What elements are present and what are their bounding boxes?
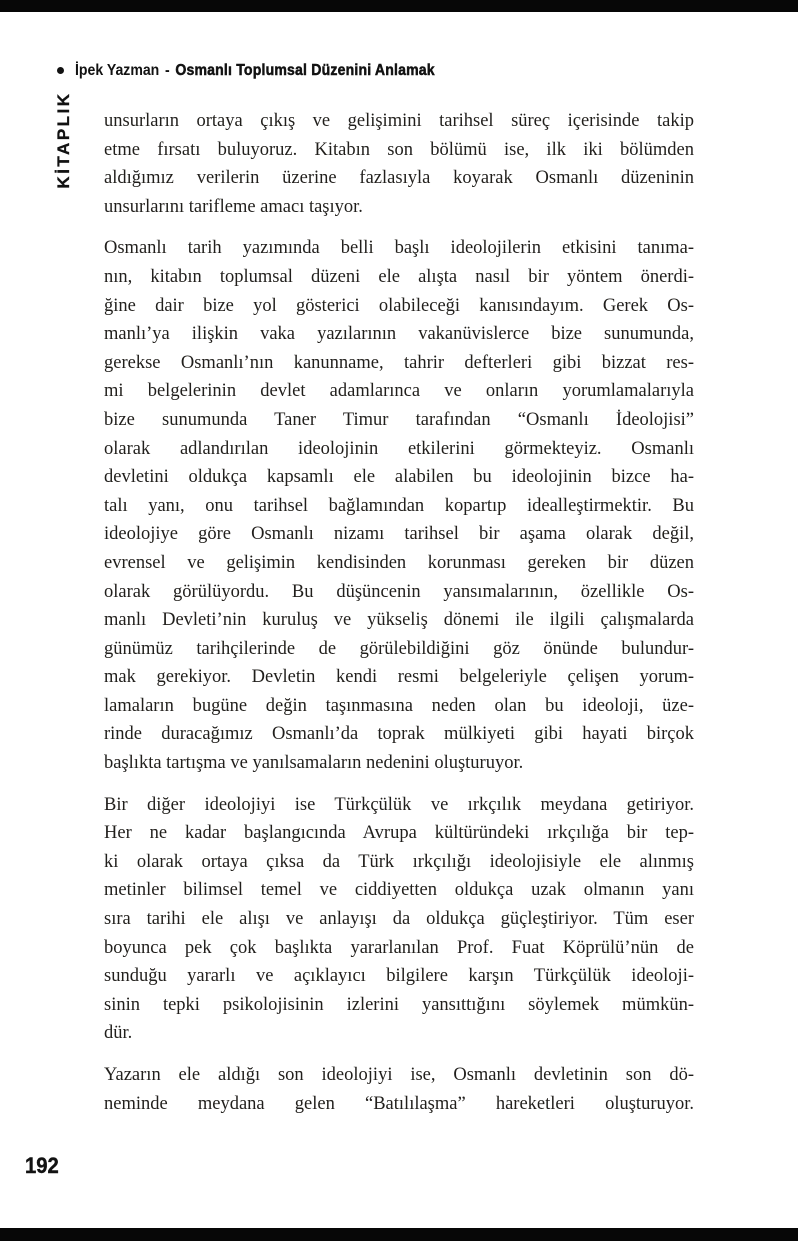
text-line: neminde meydana gelen “Batılılaşma” hareketleri oluşturuyor.: [104, 1093, 694, 1114]
text-line: evrensel ve gelişimin kendisinden korunması gereken bir düzen: [104, 552, 694, 573]
text-line: gerekse Osmanlı’nın kanunname, tahrir defterleri gibi bizzat res-: [104, 352, 694, 373]
header-text: [75, 62, 435, 80]
text-line: Osmanlı tarih yazımında belli başlı ideolojilerin etkisini tanıma-: [104, 238, 694, 259]
page-number: 192: [25, 1153, 59, 1178]
text-line: başlıkta tartışma ve yanılsamaların nedenini oluşturuyor.: [104, 753, 524, 774]
text-line: olarak adlandırılan ideolojinin etkilerini görmekteyiz. Osmanlı: [104, 438, 694, 459]
running-header: [57, 62, 484, 80]
text-line: mak gerekiyor. Devletin kendi resmi belgeleriyle çelişen yorum-: [104, 667, 694, 688]
header-author: İpek Yazman: [75, 62, 160, 79]
text-line: devletini oldukça kapsamlı ele alabilen bu ideolojinin bizce ha-: [104, 467, 694, 488]
sidebar-label-text: KİTAPLIK: [54, 91, 73, 189]
text-line: boyunca pek çok başlıkta yararlanılan Prof. Fuat Köprülü’nün de: [104, 937, 694, 958]
page-body: [104, 107, 694, 1131]
text-line: sunduğu yararlı ve açıklayıcı bilgilere karşın Türkçülük ideoloji-: [104, 966, 694, 987]
text-line: etme fırsatı buluyoruz. Kitabın son bölümü ise, ilk iki bölümden: [104, 139, 694, 160]
paragraph: [104, 791, 694, 1048]
text-line: metinler bilimsel temel ve ciddiyetten oldukça uzak olmanın yanı: [104, 880, 694, 901]
text-line: sinin tepki psikolojisinin izlerini yansıttığını söylemek mümkün-: [104, 994, 694, 1015]
header-book-title: Osmanlı Toplumsal Düzenini Anlamak: [175, 62, 435, 79]
paragraph: [104, 234, 694, 777]
text-line: manlı Devleti’nin kuruluş ve yükseliş dönemi ile ilgili çalışmalarda: [104, 610, 694, 631]
text-line: lamaların bugüne değin taşınmasına neden olan bu ideoloji, üze-: [104, 695, 694, 716]
text-line: aldığımız verilerin üzerine fazlasıyla koyarak Osmanlı düzeninin: [104, 168, 694, 189]
text-line: rinde duracağımız Osmanlı’da toprak mülkiyeti gibi hayati birçok: [104, 724, 694, 745]
bullet-icon: [57, 67, 64, 74]
bottom-edge-bar: [0, 1228, 798, 1241]
text-line: Her ne kadar başlangıcında Avrupa kültüründeki ırkçılığa bir tep-: [104, 823, 694, 844]
paragraph: [104, 107, 694, 221]
text-line: dür.: [104, 1023, 133, 1044]
header-separator: [159, 62, 175, 79]
text-line: ki olarak ortaya çıksa da Türk ırkçılığı ideolojisiyle ele alınmış: [104, 851, 694, 872]
text-line: bize sunumunda Taner Timur tarafından “Osmanlı İdeolojisi”: [104, 409, 694, 430]
text-line: günümüz tarihçilerinde de görülebildiğini göz önünde bulundur-: [104, 638, 694, 659]
text-line: mi belgelerinin devlet adamlarınca ve onların yorumlamalarıyla: [104, 381, 694, 402]
text-line: olarak görülüyordu. Bu düşüncenin yansımalarının, özellikle Os-: [104, 581, 694, 602]
text-line: talı yanı, onu tarihsel bağlamından kopartıp idealleştirmektir. Bu: [104, 495, 694, 516]
text-line: Yazarın ele aldığı son ideolojiyi ise, Osmanlı devletinin son dö-: [104, 1065, 694, 1085]
text-line: unsurlarını tarifleme amacı taşıyor.: [104, 196, 363, 217]
text-line: ğine dair bize yol gösterici olabileceği kanısındayım. Gerek Os-: [104, 295, 694, 316]
text-line: ideolojiye göre Osmanlı nizamı tarihsel bir aşama olarak değil,: [104, 524, 694, 545]
text-line: unsurların ortaya çıkış ve gelişimini tarihsel süreç içerisinde takip: [104, 111, 694, 131]
text-line: nın, kitabın toplumsal düzeni ele alışta nasıl bir yöntem önerdi-: [104, 266, 694, 287]
separator-dash: -: [164, 62, 170, 79]
text-line: manlı’ya ilişkin vaka yazılarının vakanüvislerce bize sunumunda,: [104, 324, 694, 345]
sidebar-label: [46, 90, 82, 190]
top-edge-bar: [0, 0, 798, 12]
text-line: sıra tarihi ele alışı ve anlayışı da oldukça güçleştiriyor. Tüm eser: [104, 909, 694, 930]
text-line: Bir diğer ideolojiyi ise Türkçülük ve ırkçılık meydana getiriyor.: [104, 794, 694, 815]
paragraph: [104, 1061, 694, 1118]
